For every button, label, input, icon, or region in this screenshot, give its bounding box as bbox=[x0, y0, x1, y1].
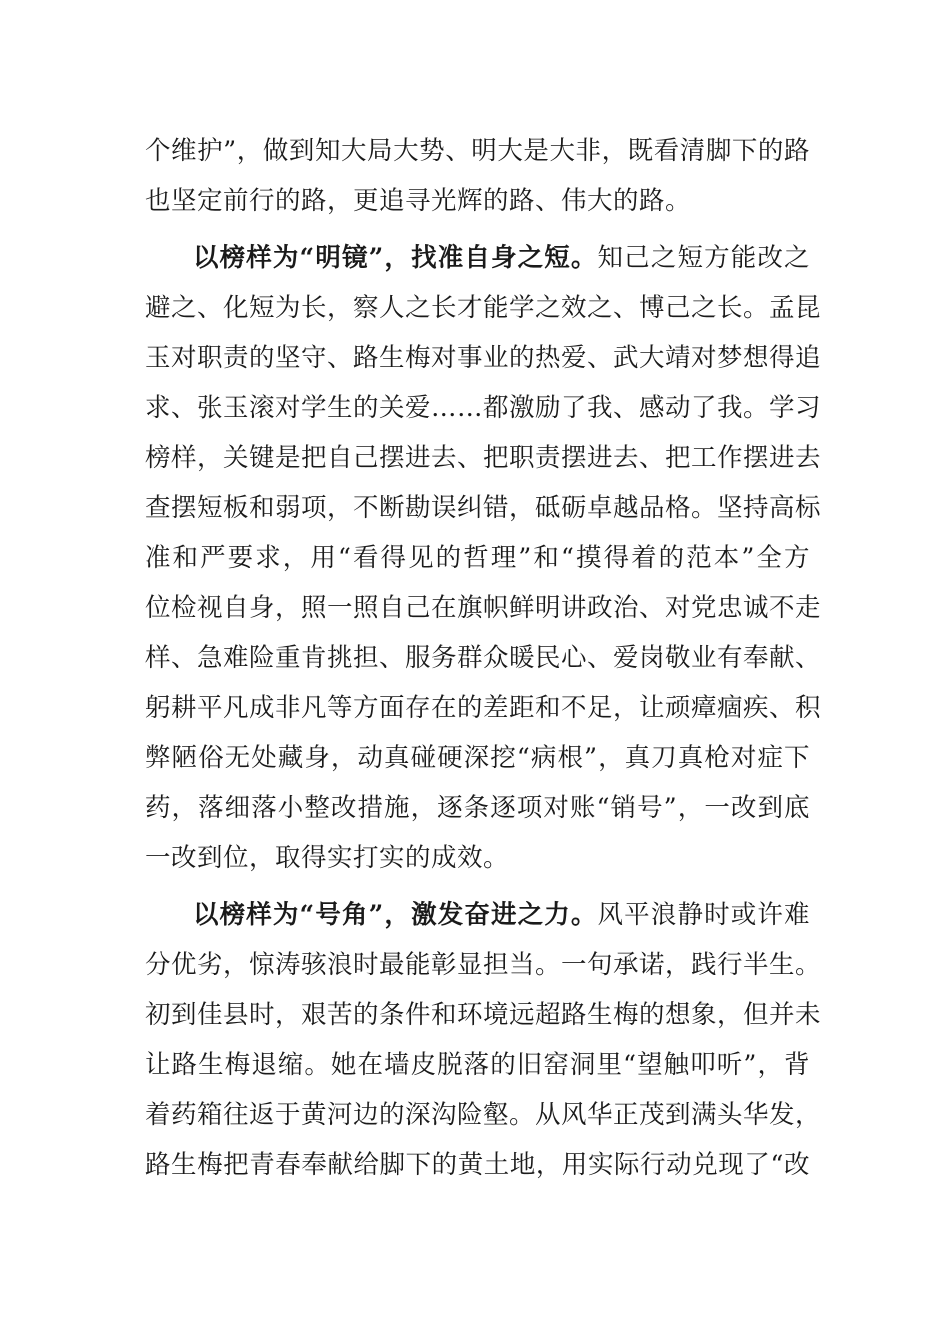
text-line: 个维护”，做到知大局大势、明大是大非，既看清脚下的路 bbox=[145, 136, 810, 166]
paragraph-first-line bbox=[193, 890, 810, 940]
text-line: 查摆短板和弱项，不断勘误纠错，砥砺卓越品格。坚持高标 bbox=[145, 493, 822, 523]
text-line: 样、急难险重肯挑担、服务群众暖民心、爱岗敬业有奉献、 bbox=[145, 643, 822, 673]
text-line: 路生梅把青春奉献给脚下的黄土地，用实际行动兑现了“改 bbox=[145, 1150, 810, 1180]
text-line: 求、张玉滚对学生的关爱……都激励了我、感动了我。学习 bbox=[145, 393, 822, 423]
text-line: 玉对职责的坚守、路生梅对事业的热爱、武大靖对梦想得追 bbox=[145, 343, 822, 373]
text-span: 风平浪静时或许难 bbox=[597, 900, 810, 930]
text-span: 知己之短方能改之 bbox=[597, 243, 810, 273]
text-line: 初到佳县时，艰苦的条件和环境远超路生梅的想象，但并未 bbox=[145, 1000, 822, 1030]
text-line: 准和严要求，用“看得见的哲理”和“摸得着的范本”全方 bbox=[145, 543, 810, 573]
text-line: 让路生梅退缩。她在墙皮脱落的旧窑洞里“望触叩听”，背 bbox=[145, 1050, 810, 1080]
section-heading: 以榜样为“号角”，激发奋进之力。 bbox=[193, 900, 598, 930]
text-line: 躬耕平凡成非凡等方面存在的差距和不足，让顽瘴痼疾、积 bbox=[145, 693, 822, 723]
text-line: 榜样，关键是把自己摆进去、把职责摆进去、把工作摆进去 bbox=[145, 443, 822, 473]
text-line: 分优劣，惊涛骇浪时最能彰显担当。一句承诺，践行半生。 bbox=[145, 950, 822, 980]
section-heading: 以榜样为“明镜”，找准自身之短。 bbox=[193, 243, 598, 273]
paragraph-first-line bbox=[193, 233, 810, 283]
text-line: 一改到位，取得实打实的成效。 bbox=[145, 843, 510, 873]
text-line: 也坚定前行的路，更追寻光辉的路、伟大的路。 bbox=[145, 186, 692, 216]
text-line: 着药箱往返于黄河边的深沟险壑。从风华正茂到满头华发， bbox=[145, 1100, 822, 1130]
text-line: 药，落细落小整改措施，逐条逐项对账“销号”，一改到底 bbox=[145, 793, 810, 823]
text-line: 避之、化短为长，察人之长才能学之效之、博己之长。孟昆 bbox=[145, 293, 822, 323]
text-line: 位检视自身，照一照自己在旗帜鲜明讲政治、对党忠诚不走 bbox=[145, 593, 822, 623]
text-line: 弊陋俗无处藏身，动真碰硬深挖“病根”，真刀真枪对症下 bbox=[145, 743, 810, 773]
